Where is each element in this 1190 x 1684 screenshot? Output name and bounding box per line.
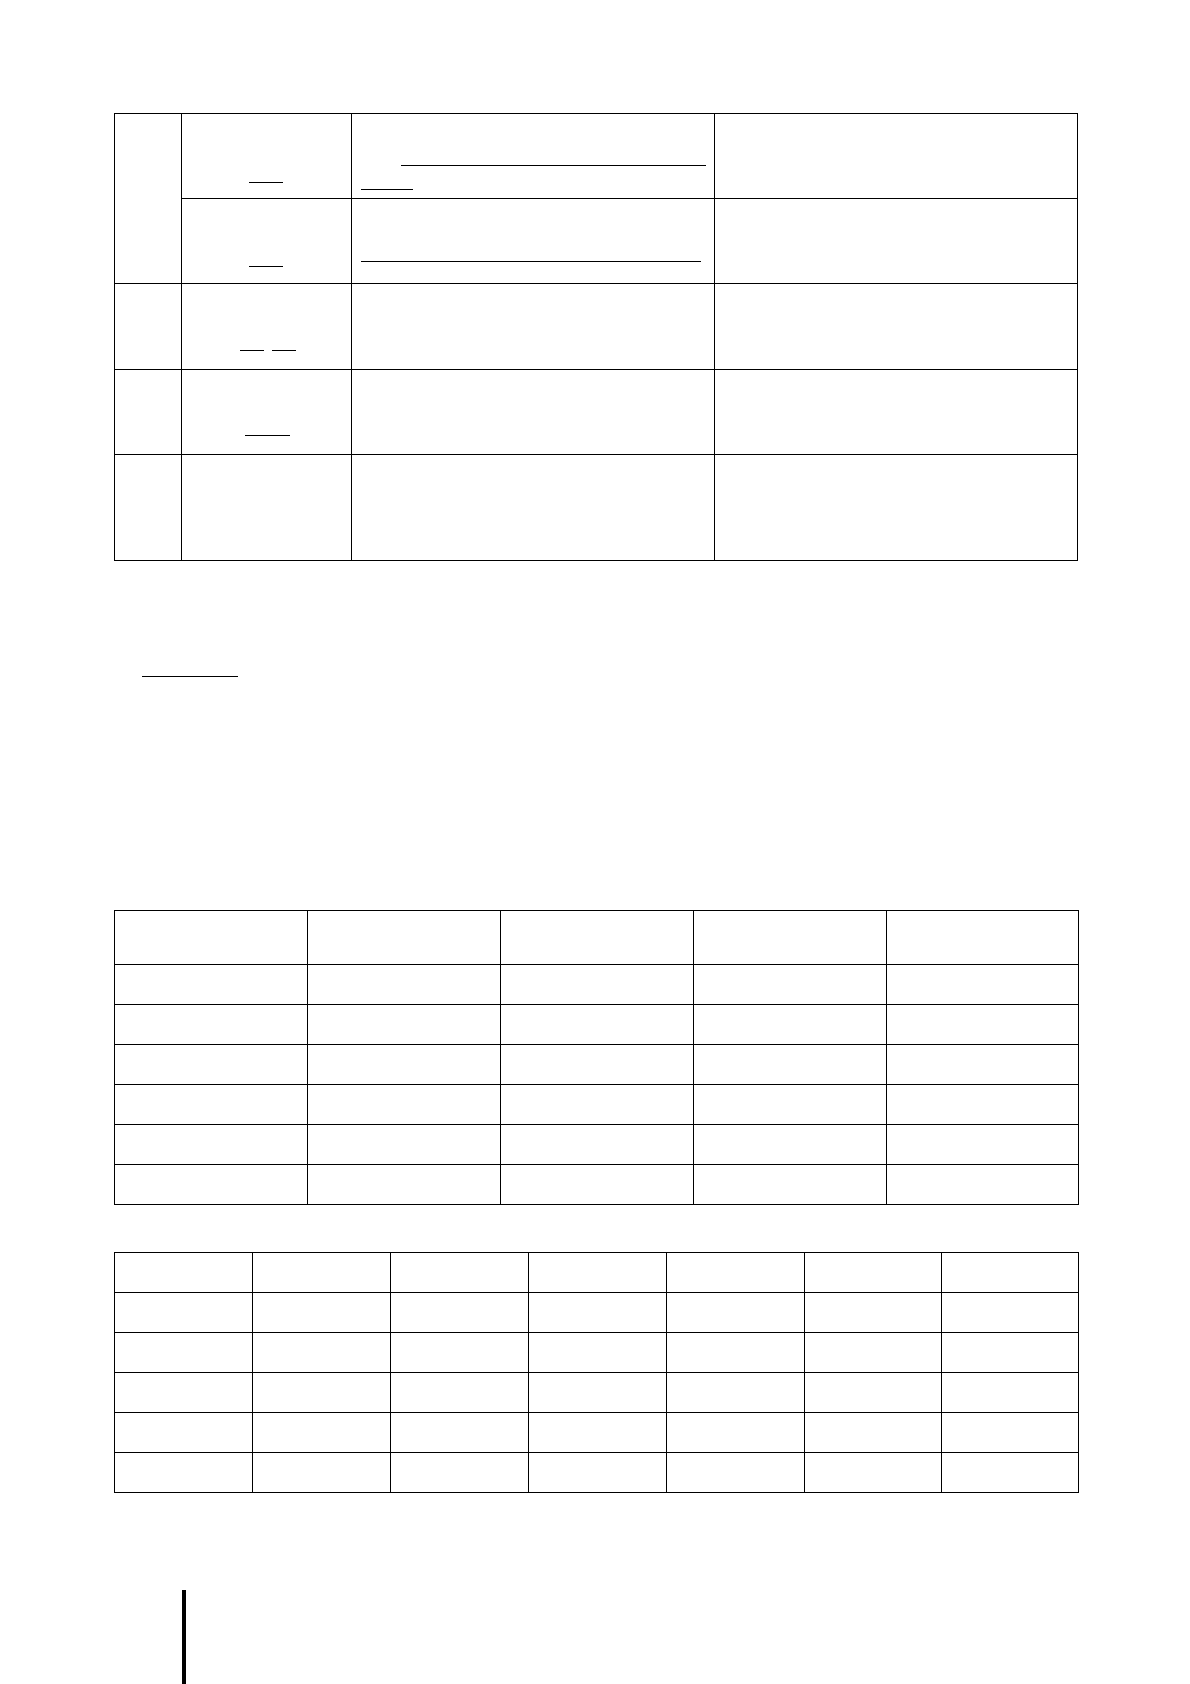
table-cell [529, 1293, 667, 1333]
table-cell [253, 1453, 391, 1493]
table-cell [529, 1413, 667, 1453]
fill-blank-row2-label-b [272, 350, 296, 351]
table-cell [667, 1453, 805, 1493]
table-cell [694, 1045, 887, 1085]
table-cell [529, 1253, 667, 1293]
table-cell [942, 1293, 1079, 1333]
fill-blank-row3-label [245, 435, 290, 436]
section-heading [142, 648, 238, 676]
table-cell [115, 1373, 253, 1413]
table-cell [694, 1005, 887, 1045]
table-cell [887, 1165, 1079, 1205]
fill-blank-row1a-text-line1 [401, 165, 706, 166]
top-table-row1-number [114, 113, 181, 283]
table-cell [115, 1293, 253, 1333]
table-row [115, 1373, 1079, 1413]
header-cell [501, 911, 694, 965]
header-cell [115, 911, 308, 965]
table-cell [115, 1005, 308, 1045]
top-table-row2-text [351, 283, 714, 369]
table-cell [942, 1453, 1079, 1493]
header-cell [308, 911, 501, 965]
top-table-row4-label [181, 454, 351, 561]
header-cell [887, 911, 1079, 965]
table-cell [308, 1165, 501, 1205]
table-cell [115, 1453, 253, 1493]
table-cell [115, 1125, 308, 1165]
table-cell [115, 1165, 308, 1205]
table-cell [501, 1085, 694, 1125]
table-cell [501, 1165, 694, 1205]
table-cell [694, 1085, 887, 1125]
table-cell [667, 1413, 805, 1453]
top-table-row3-number [114, 369, 181, 454]
header-cell [694, 911, 887, 965]
top-table-row1b-remark [714, 198, 1078, 283]
table-cell [529, 1453, 667, 1493]
table-cell [667, 1253, 805, 1293]
table-cell [942, 1413, 1079, 1453]
table-cell [887, 1045, 1079, 1085]
table-row [115, 1333, 1079, 1373]
table-cell [115, 1085, 308, 1125]
table-cell [805, 1453, 942, 1493]
table-cell [391, 1253, 529, 1293]
table-row [115, 1045, 1079, 1085]
table-cell [308, 965, 501, 1005]
section-heading-underline [142, 676, 238, 677]
table-row [115, 1125, 1079, 1165]
table-row [115, 1165, 1079, 1205]
top-table-row3-label [181, 369, 351, 454]
table-cell [805, 1413, 942, 1453]
table-cell [115, 965, 308, 1005]
table-cell [115, 1045, 308, 1085]
fill-blank-row1b-label [249, 266, 283, 267]
table-cell [308, 1045, 501, 1085]
table-cell [391, 1413, 529, 1453]
fill-blank-row1b-text [361, 261, 701, 262]
top-table-row2-remark [714, 283, 1078, 369]
margin-bar [182, 1590, 186, 1684]
table-cell [253, 1333, 391, 1373]
table-cell [391, 1453, 529, 1493]
table-cell [501, 1125, 694, 1165]
table-cell [115, 1333, 253, 1373]
top-table-row3-text [351, 369, 714, 454]
table-header-row [115, 911, 1079, 965]
table-cell [115, 1253, 253, 1293]
table-cell [805, 1373, 942, 1413]
top-table-row3-remark [714, 369, 1078, 454]
table-cell [253, 1373, 391, 1413]
fill-blank-row1a-label [249, 182, 283, 183]
fill-blank-row2-label-a [240, 350, 264, 351]
top-table-row2-number [114, 283, 181, 369]
table-cell [805, 1293, 942, 1333]
table-cell [694, 965, 887, 1005]
table-cell [253, 1413, 391, 1453]
top-table-row4-number [114, 454, 181, 561]
table-cell [253, 1293, 391, 1333]
table-cell [887, 965, 1079, 1005]
table-cell [501, 1005, 694, 1045]
table-cell [667, 1373, 805, 1413]
table-cell [308, 1125, 501, 1165]
top-table-row1b-text [351, 198, 714, 283]
table-cell [501, 1045, 694, 1085]
table-row [115, 1293, 1079, 1333]
top-table-row1a-label [181, 113, 351, 198]
top-table-row4-remark [714, 454, 1078, 561]
top-table-row1b-label [181, 198, 351, 283]
table-cell [529, 1333, 667, 1373]
seven-column-table [114, 1252, 1079, 1493]
table-cell [115, 1413, 253, 1453]
table-cell [805, 1253, 942, 1293]
table-cell [887, 1005, 1079, 1045]
table-cell [887, 1125, 1079, 1165]
table-cell [501, 965, 694, 1005]
fill-blank-row1a-text-line2 [361, 189, 413, 190]
table-cell [308, 1005, 501, 1045]
table-row [115, 1085, 1079, 1125]
table-cell [529, 1373, 667, 1413]
table-cell [942, 1333, 1079, 1373]
table-cell [391, 1293, 529, 1333]
table-cell [694, 1165, 887, 1205]
table-cell [942, 1253, 1079, 1293]
table-cell [391, 1333, 529, 1373]
table-cell [694, 1125, 887, 1165]
top-table-row1a-remark [714, 113, 1078, 198]
table-cell [805, 1333, 942, 1373]
table-cell [253, 1253, 391, 1293]
table-row [115, 1005, 1079, 1045]
table-cell [667, 1293, 805, 1333]
table-cell [308, 1085, 501, 1125]
table-cell [667, 1333, 805, 1373]
five-column-table [114, 910, 1079, 1205]
table-row [115, 1453, 1079, 1493]
table-row [115, 965, 1079, 1005]
table-row [115, 1413, 1079, 1453]
table-row [115, 1253, 1079, 1293]
table-cell [391, 1373, 529, 1413]
table-cell [942, 1373, 1079, 1413]
top-table-row4-text [351, 454, 714, 561]
top-table-row1a-text [351, 113, 714, 198]
table-cell [887, 1085, 1079, 1125]
top-table-row2-label [181, 283, 351, 369]
